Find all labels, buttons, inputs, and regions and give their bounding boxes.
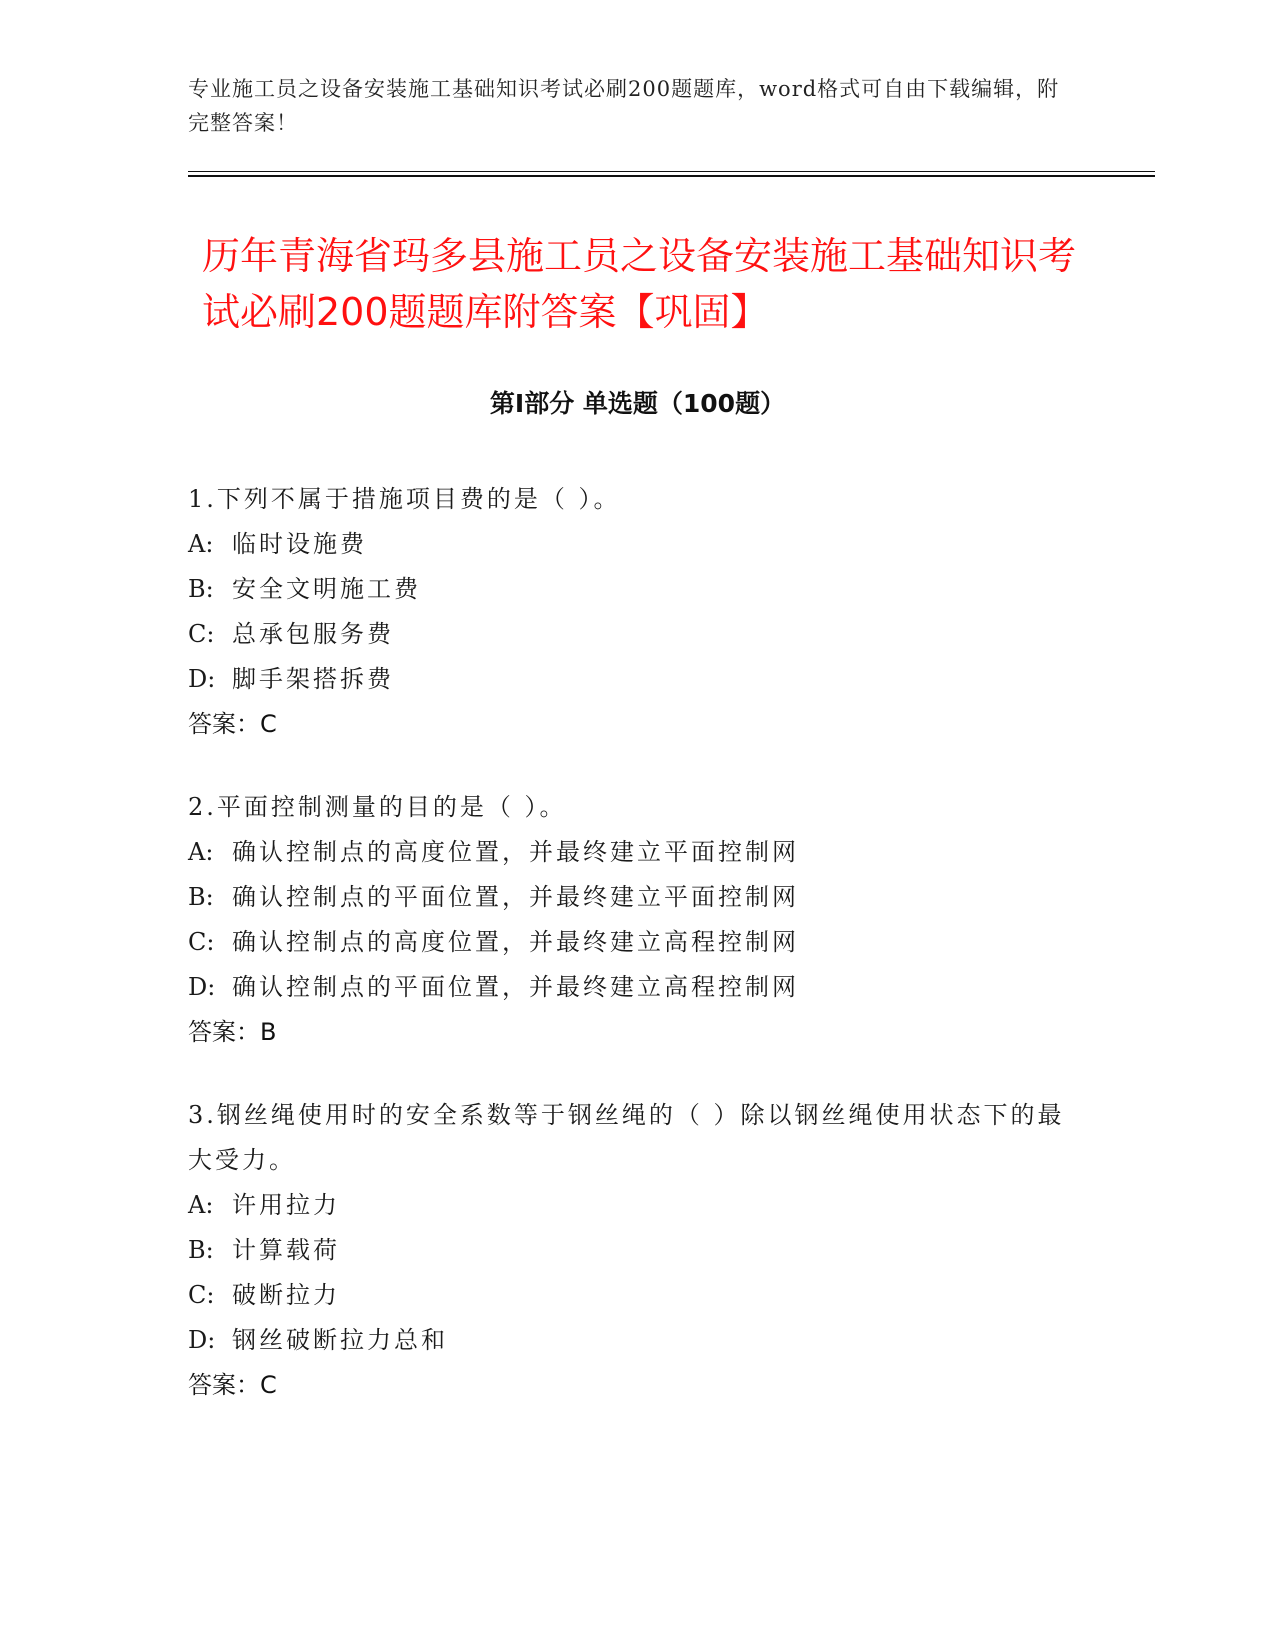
option-text: 确认控制点的高度位置，并最终建立平面控制网 [232,838,799,866]
option-a [188,830,1088,875]
section-title: 第I部分 单选题（100题） [489,389,786,418]
option-letter: D: [188,665,216,693]
option-letter: C: [188,620,215,648]
question-2 [188,785,1088,1055]
option-c [188,612,1088,657]
option-b [188,567,1088,612]
option-letter: B: [188,883,214,911]
question-stem: 2.平面控制测量的目的是（ ）。 [188,793,567,821]
option-letter: B: [188,1236,214,1264]
option-letter: A: [188,1191,214,1219]
option-text: 总承包服务费 [232,620,394,648]
option-text: 破断拉力 [232,1281,340,1309]
question-list [188,477,1088,1446]
option-a [188,522,1088,567]
option-text: 计算载荷 [232,1236,340,1264]
answer: 答案：C [188,710,277,738]
option-letter: A: [188,530,214,558]
option-letter: B: [188,575,214,603]
option-letter: D: [188,1326,216,1354]
option-d [188,657,1088,702]
option-text: 钢丝破断拉力总和 [232,1326,448,1354]
option-c [188,1273,1088,1318]
option-letter: A: [188,838,214,866]
option-text: 临时设施费 [232,530,367,558]
answer: 答案：B [188,1018,277,1046]
option-letter: D: [188,973,216,1001]
answer: 答案：C [188,1371,277,1399]
option-a [188,1183,1088,1228]
option-d [188,965,1088,1010]
option-letter: C: [188,928,215,956]
question-3 [188,1093,1088,1408]
header-divider-thin [188,171,1155,172]
option-text: 安全文明施工费 [232,575,421,603]
option-text: 脚手架搭拆费 [232,665,394,693]
option-b [188,1228,1088,1273]
question-1 [188,477,1088,747]
header-note: 专业施工员之设备安装施工基础知识考试必刷200题题库，word格式可自由下载编辑，附完整答案！ [188,77,1060,135]
document-title: 历年青海省玛多县施工员之设备安装施工基础知识考试必刷200题题库附答案【巩固】 [202,234,1077,334]
option-text: 确认控制点的平面位置，并最终建立高程控制网 [232,973,799,1001]
option-b [188,875,1088,920]
question-stem: 1.下列不属于措施项目费的是（ ）。 [188,485,621,513]
header-divider-thick [188,175,1155,177]
option-text: 许用拉力 [232,1191,340,1219]
option-c [188,920,1088,965]
option-text: 确认控制点的高度位置，并最终建立高程控制网 [232,928,799,956]
question-stem: 3.钢丝绳使用时的安全系数等于钢丝绳的（ ）除以钢丝绳使用状态下的最大受力。 [188,1101,1065,1174]
option-d [188,1318,1088,1363]
option-letter: C: [188,1281,215,1309]
option-text: 确认控制点的平面位置，并最终建立平面控制网 [232,883,799,911]
